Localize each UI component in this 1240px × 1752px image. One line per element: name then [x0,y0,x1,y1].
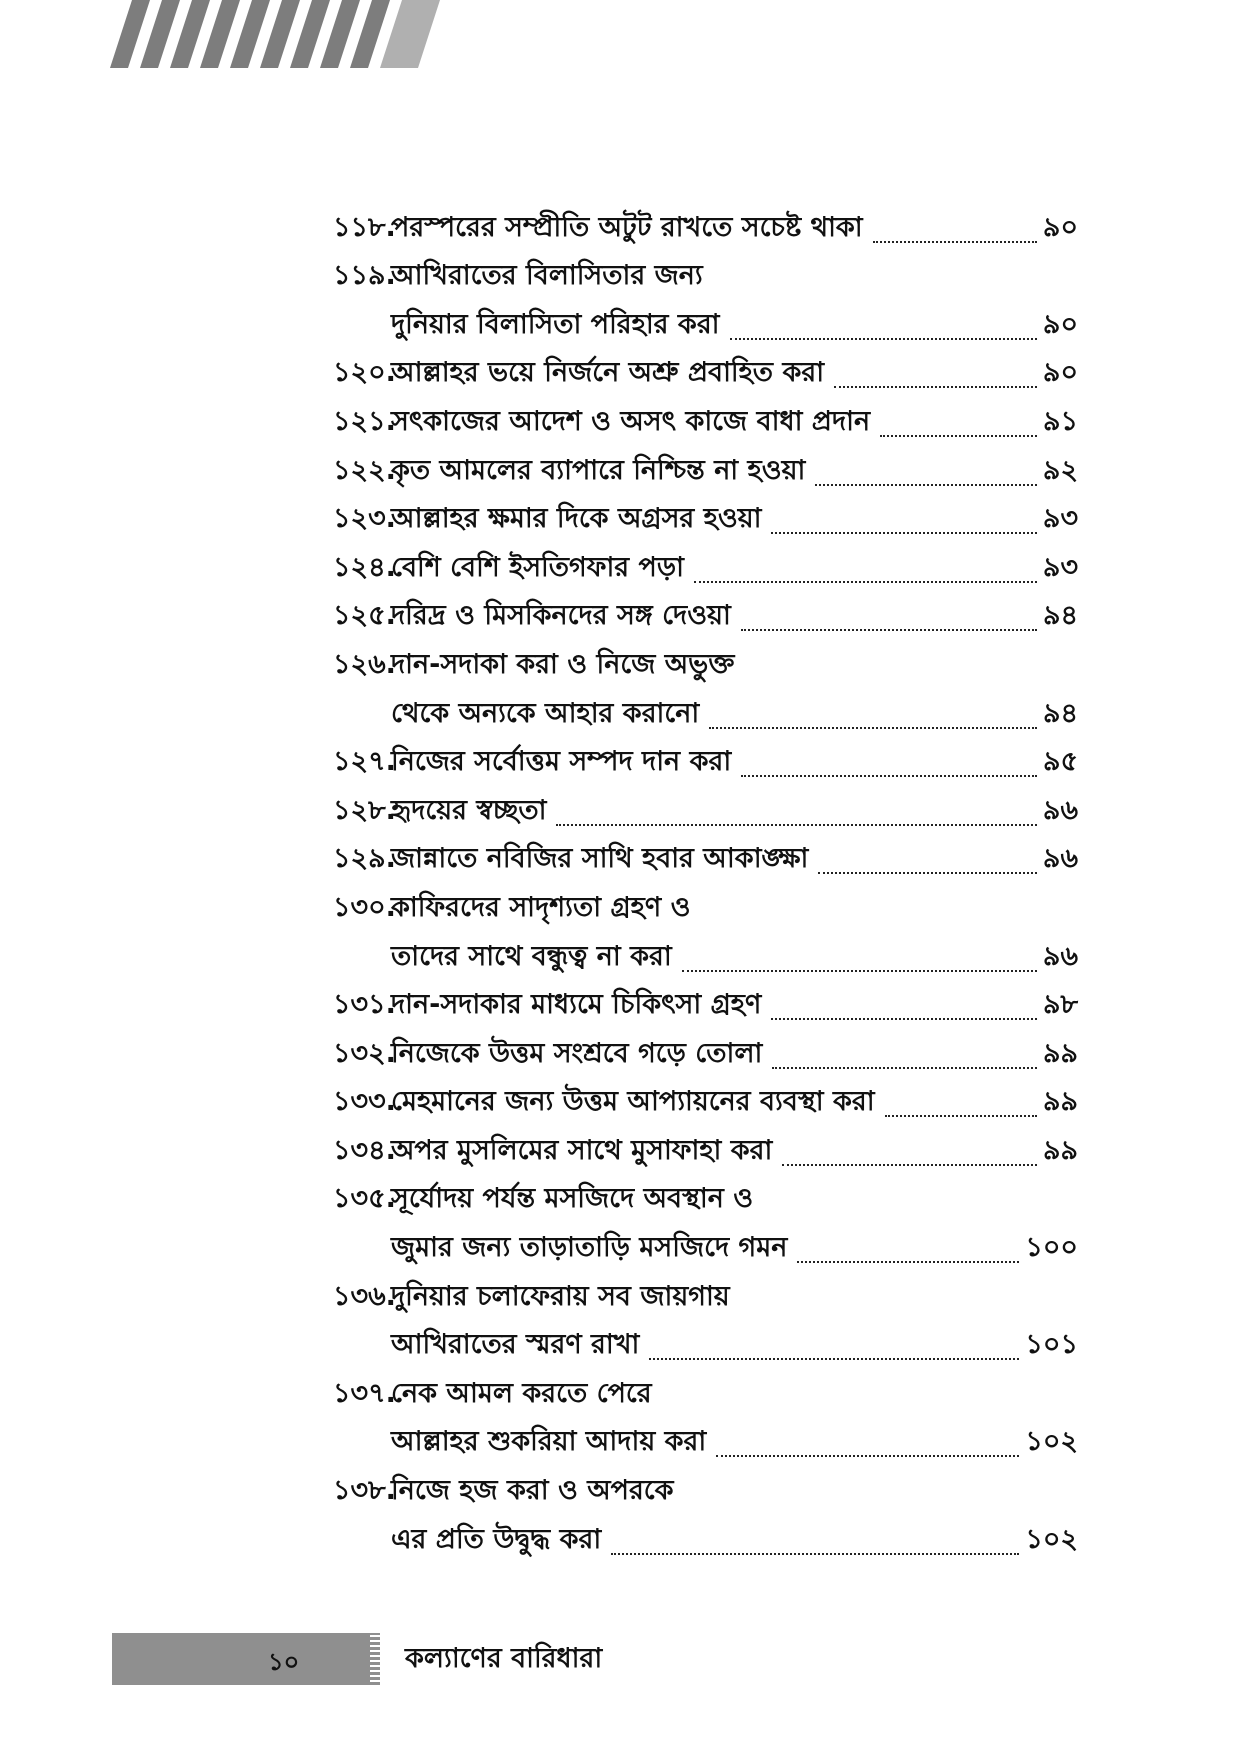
toc-entry-title: কাফিরদের সাদৃশ্যতা গ্রহণ ও [391,891,691,923]
toc-entry-page: ৯২ [1042,454,1078,486]
toc-entry-number: ১২৯. [333,843,396,875]
toc-entry-page: ৯৮ [1042,989,1078,1021]
toc-entry-row [333,786,1078,835]
toc-dot-leader [741,775,1037,777]
toc-dot-leader [682,970,1037,972]
toc-entry-title: সূর্যোদয় পর্যন্ত মসজিদে অবস্থান ও [391,1183,754,1215]
toc-entry-row [333,1078,1078,1127]
toc-entry-page: ৯০ [1042,357,1078,389]
toc-dot-leader [797,1261,1019,1263]
toc-entry-title: মেহমানের জন্য উত্তম আপ্যায়নের ব্যবস্থা করা [391,1086,875,1118]
toc-entry-row [333,495,1078,544]
toc-dot-leader [556,824,1036,826]
toc-dot-leader [694,581,1037,583]
toc-dot-leader [818,872,1037,874]
toc-entry-title: দান-সদাকা করা ও নিজে অভুক্ত [391,648,735,680]
toc-entry-title: নেক আমল করতে পেরে [391,1377,652,1409]
toc-entry-page: ৯৬ [1042,940,1078,972]
toc-entry-row [333,883,1078,932]
toc-entry-page: ৯৯ [1042,1037,1078,1069]
toc-dot-leader [815,484,1037,486]
toc-entry-title: পরস্পরের সম্প্রীতি অটুট রাখতে সচেষ্ট থাকা [391,211,863,243]
toc-entry-page: ৯৯ [1042,1086,1078,1118]
toc-entry-page: ৯৯ [1042,1134,1078,1166]
toc-dot-leader [782,1164,1037,1166]
toc-entry-page: ১০১ [1025,1329,1078,1361]
toc-entry-title: নিজে হজ করা ও অপরকে [391,1475,674,1507]
toc-dot-leader [772,1067,1037,1069]
toc-entry-row [333,203,1078,252]
toc-entry-title: দান-সদাকার মাধ্যমে চিকিৎসা গ্রহণ [391,989,762,1021]
toc-entry-number: ১৩১. [333,989,396,1021]
toc-entry-row [333,349,1078,398]
toc-dot-leader [880,435,1037,437]
toc-dot-leader [730,338,1037,340]
toc-entry-row [333,397,1078,446]
toc-entry-page: ৯৩ [1042,551,1078,583]
toc-entry-row [333,1223,1078,1272]
toc-entry-title: দুনিয়ার বিলাসিতা পরিহার করা [391,308,720,340]
footer-book-title: কল্যাণের বারিধারা [405,1643,603,1674]
toc-entry-page: ৯৫ [1042,746,1078,778]
toc-entry-title: দরিদ্র ও মিসকিনদের সঙ্গ দেওয়া [391,600,731,632]
toc-dot-leader [873,241,1037,243]
toc-entry-row [333,738,1078,787]
toc-dot-leader [741,629,1037,631]
toc-entry-row [333,1126,1078,1175]
footer-page-number: ১০ [268,1648,300,1676]
toc-entry-number: ১২৬. [333,648,396,680]
toc-entry-title: আল্লাহর ভয়ে নির্জনে অশ্রু প্রবাহিত করা [391,357,825,389]
toc-entry-title: থেকে অন্যকে আহার করানো [391,697,700,729]
toc-entry-title: নিজের সর্বোত্তম সম্পদ দান করা [391,746,732,778]
toc-entry-number: ১২৫. [333,600,396,632]
toc-entry-row [333,1418,1078,1467]
toc-entry-page: ৯৬ [1042,794,1078,826]
toc-entry-number: ১১৮. [333,211,396,243]
toc-entry-row [333,689,1078,738]
toc-entry-title: হৃদয়ের স্বচ্ছতা [391,794,547,826]
toc-entry-row [333,932,1078,981]
toc-entry-title: জান্নাতে নবিজির সাথি হবার আকাঙ্ক্ষা [391,843,809,875]
toc-entry-page: ৯০ [1042,308,1078,340]
toc-entry-number: ১১৯. [333,260,396,292]
toc-entry-title: কৃত আমলের ব্যাপারে নিশ্চিন্ত না হওয়া [391,454,806,486]
header-stripes-decoration [110,0,440,68]
toc-entry-number: ১৩৮. [333,1475,396,1507]
toc-entry-row [333,981,1078,1030]
toc-entry-page: ৯৬ [1042,843,1078,875]
toc-entry-number: ১৩২. [333,1037,396,1069]
toc-entry-page: ৯০ [1042,211,1078,243]
toc-entry-row [333,1175,1078,1224]
toc-entry-row [333,592,1078,641]
toc-entry-row [333,1369,1078,1418]
toc-entry-number: ১২২. [333,454,396,486]
table-of-contents [333,203,1078,1564]
toc-entry-title: দুনিয়ার চলাফেরায় সব জায়গায় [391,1280,730,1312]
toc-entry-row [333,1466,1078,1515]
toc-entry-number: ১২১. [333,405,396,437]
toc-entry-number: ১৩০. [333,891,396,923]
toc-dot-leader [649,1358,1019,1360]
toc-dot-leader [834,386,1037,388]
toc-entry-number: ১২৮. [333,794,396,826]
toc-entry-title: সৎকাজের আদেশ ও অসৎ কাজে বাধা প্রদান [391,405,871,437]
toc-entry-number: ১২৪. [333,551,396,583]
toc-entry-page: ৯৪ [1042,697,1078,729]
toc-entry-number: ১২৭. [333,746,396,778]
toc-dot-leader [771,532,1036,534]
toc-dot-leader [611,1553,1019,1555]
toc-entry-row [333,640,1078,689]
toc-entry-row [333,543,1078,592]
toc-entry-page: ৯৪ [1042,600,1078,632]
toc-entry-title: বেশি বেশি ইসতিগফার পড়া [391,551,684,583]
toc-dot-leader [771,1018,1037,1020]
toc-entry-row [333,1515,1078,1564]
toc-entry-title: নিজেকে উত্তম সংশ্রবে গড়ে তোলা [391,1037,763,1069]
toc-entry-title: আখিরাতের স্মরণ রাখা [391,1329,640,1361]
toc-entry-page: ১০০ [1025,1232,1078,1264]
toc-entry-row [333,252,1078,301]
toc-entry-row [333,300,1078,349]
toc-entry-row [333,835,1078,884]
toc-entry-number: ১৩৫. [333,1183,396,1215]
toc-dot-leader [885,1115,1037,1117]
toc-entry-row [333,1321,1078,1370]
toc-entry-page: ১০২ [1025,1523,1078,1555]
toc-entry-row [333,1029,1078,1078]
toc-entry-title: আল্লাহর শুকরিয়া আদায় করা [391,1426,707,1458]
toc-entry-row [333,1272,1078,1321]
toc-entry-page: ১০২ [1025,1426,1078,1458]
toc-entry-number: ১২৩. [333,503,396,535]
toc-entry-number: ১৩৬. [333,1280,396,1312]
toc-entry-title: জুমার জন্য তাড়াতাড়ি মসজিদে গমন [391,1232,788,1264]
toc-entry-title: অপর মুসলিমের সাথে মুসাফাহা করা [391,1134,773,1166]
toc-entry-number: ১২০. [333,357,396,389]
toc-entry-page: ৯১ [1042,405,1078,437]
toc-entry-title: আল্লাহর ক্ষমার দিকে অগ্রসর হওয়া [391,503,762,535]
toc-entry-title: তাদের সাথে বন্ধুত্ব না করা [391,940,672,972]
toc-entry-number: ১৩৭. [333,1377,396,1409]
toc-entry-row [333,446,1078,495]
toc-entry-number: ১৩৪. [333,1134,396,1166]
footer-page-bar [112,1633,378,1685]
toc-entry-title: এর প্রতি উদ্বুদ্ধ করা [391,1523,602,1555]
toc-dot-leader [716,1455,1019,1457]
toc-dot-leader [709,727,1037,729]
toc-entry-page: ৯৩ [1042,503,1078,535]
toc-entry-title: আখিরাতের বিলাসিতার জন্য [391,260,703,292]
toc-entry-number: ১৩৩. [333,1086,396,1118]
